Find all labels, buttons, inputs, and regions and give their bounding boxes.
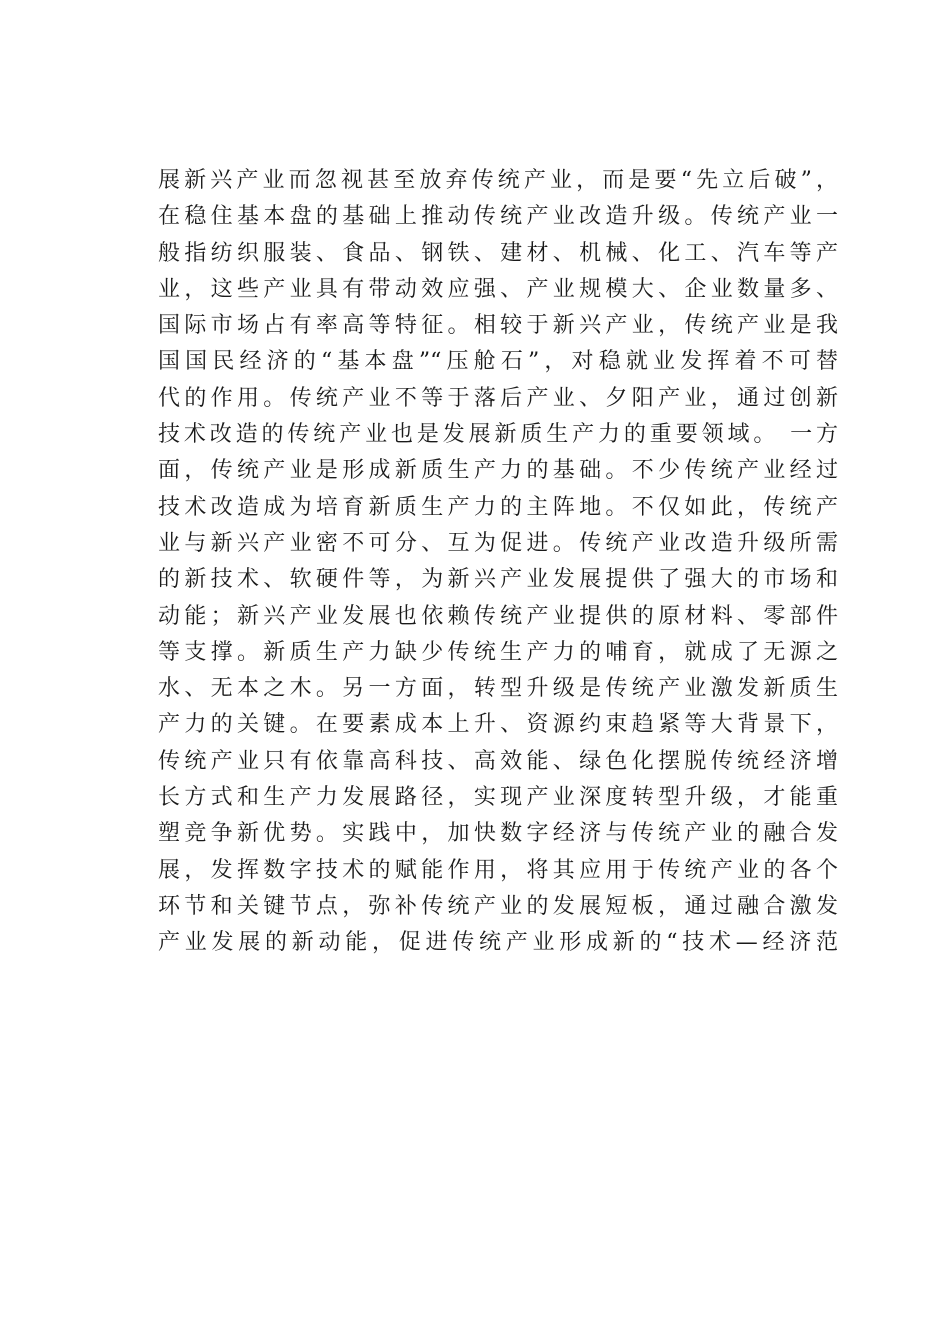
text-line: 业与新兴产业密不可分、互为促进。传统产业改造升级所需 <box>158 530 838 556</box>
text-line: 代的作用。传统产业不等于落后产业、夕阳产业，通过创新 <box>158 385 838 411</box>
text-line: 产力的关键。在要素成本上升、资源约束趋紧等大背景下， <box>158 712 838 738</box>
text-line: 业，这些产业具有带动效应强、产业规模大、企业数量多、 <box>158 276 838 302</box>
body-text <box>158 163 838 962</box>
text-line: 技术改造的传统产业也是发展新质生产力的重要领域。 一方 <box>158 422 838 448</box>
text-line: 技术改造成为培育新质生产力的主阵地。不仅如此，传统产 <box>158 494 838 520</box>
text-line: 展，发挥数字技术的赋能作用，将其应用于传统产业的各个 <box>158 857 838 883</box>
text-line: 国际市场占有率高等特征。相较于新兴产业，传统产业是我 <box>158 313 838 339</box>
text-line: 国国民经济的“基本盘”“压舱石”，对稳就业发挥着不可替 <box>158 349 838 375</box>
text-line: 面，传统产业是形成新质生产力的基础。不少传统产业经过 <box>158 458 838 484</box>
text-line: 等支撑。新质生产力缺少传统生产力的哺育，就成了无源之 <box>158 639 838 665</box>
text-line: 在稳住基本盘的基础上推动传统产业改造升级。传统产业一 <box>158 204 838 230</box>
text-line: 塑竞争新优势。实践中，加快数字经济与传统产业的融合发 <box>158 821 838 847</box>
text-line: 展新兴产业而忽视甚至放弃传统产业，而是要“先立后破”， <box>158 168 838 193</box>
text-line: 产业发展的新动能，促进传统产业形成新的“技术—经济范 <box>158 930 838 956</box>
text-line: 的新技术、软硬件等，为新兴产业发展提供了强大的市场和 <box>158 567 838 593</box>
text-line: 传统产业只有依靠高科技、高效能、绿色化摆脱传统经济增 <box>158 748 838 774</box>
text-line: 水、无本之木。另一方面，转型升级是传统产业激发新质生 <box>158 676 838 702</box>
text-line: 动能；新兴产业发展也依赖传统产业提供的原材料、零部件 <box>158 603 838 629</box>
text-line: 般指纺织服装、食品、钢铁、建材、机械、化工、汽车等产 <box>158 240 838 266</box>
text-line: 长方式和生产力发展路径，实现产业深度转型升级，才能重 <box>158 785 838 811</box>
text-line: 环节和关键节点，弥补传统产业的发展短板，通过融合激发 <box>158 893 838 919</box>
